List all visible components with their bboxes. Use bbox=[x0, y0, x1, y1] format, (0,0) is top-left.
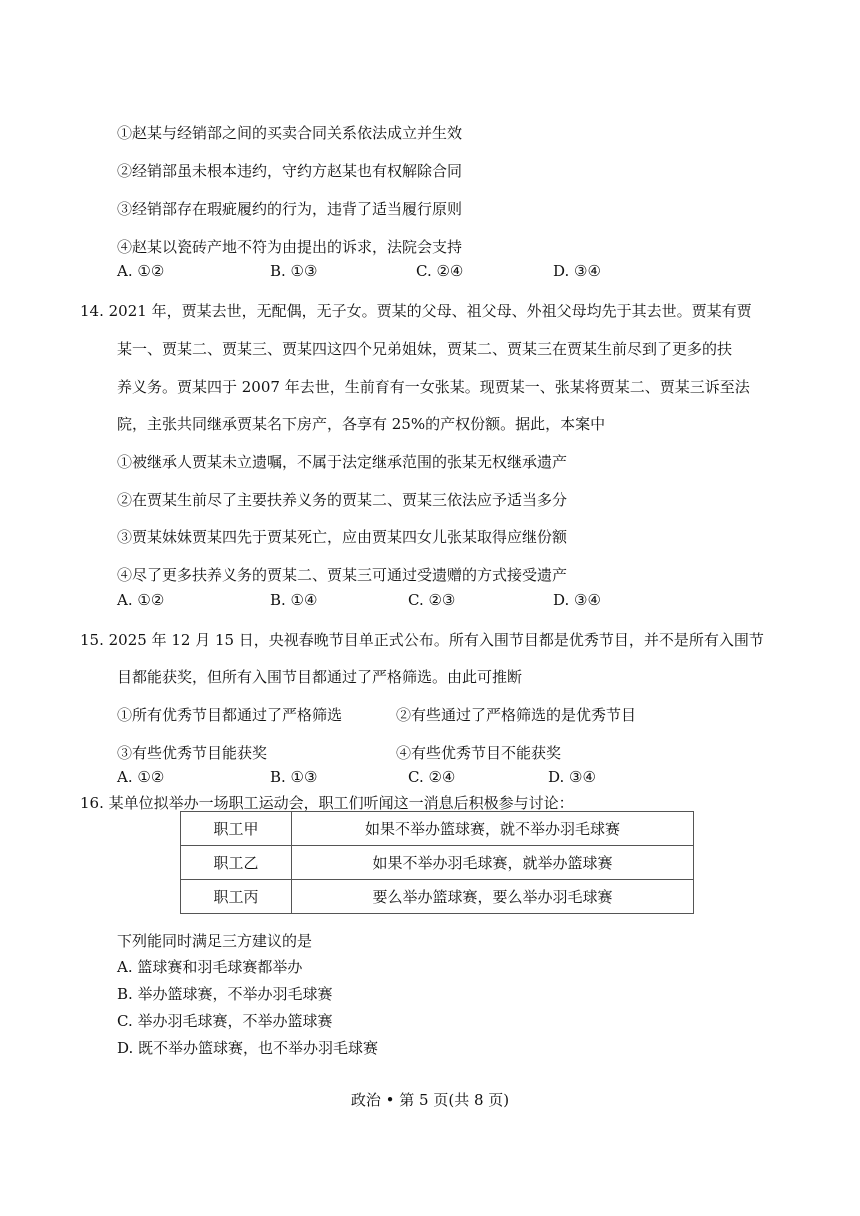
table-cell-suggestion: 要么举办篮球赛，要么举办羽毛球赛 bbox=[292, 880, 694, 914]
q14-statement-3: ③贾某妹妹贾某四先于贾某死亡，应由贾某四女儿张某取得应继份额 bbox=[117, 528, 568, 546]
q16-option-a: A. 篮球赛和羽毛球赛都举办 bbox=[117, 958, 303, 976]
q15-statement-3: ③有些优秀节目能获奖 bbox=[117, 744, 268, 762]
q16-prompt: 下列能同时满足三方建议的是 bbox=[117, 932, 313, 950]
q16-suggestion-table bbox=[180, 811, 694, 914]
table-row bbox=[181, 846, 694, 880]
q15-choices bbox=[117, 768, 677, 788]
q14-statement-4: ④尽了更多扶养义务的贾某二、贾某三可通过受遗赠的方式接受遗产 bbox=[117, 566, 568, 584]
q13-statement-3: ③经销部存在瑕疵履约的行为，违背了适当履行原则 bbox=[117, 200, 463, 218]
q13-choice-c: C. ②④ bbox=[416, 262, 464, 280]
page-footer: 政治 • 第 5 页(共 8 页) bbox=[350, 1091, 510, 1109]
q15-line-2: 目都能获奖，但所有入围节目都通过了严格筛选。由此可推断 bbox=[117, 668, 523, 686]
q15-statement-4: ④有些优秀节目不能获奖 bbox=[396, 744, 562, 762]
q13-statement-2: ②经销部虽未根本违约，守约方赵某也有权解除合同 bbox=[117, 162, 463, 180]
q14-choice-b: B. ①④ bbox=[270, 591, 318, 609]
q13-choices bbox=[117, 262, 677, 282]
q13-statement-4: ④赵某以瓷砖产地不符为由提出的诉求，法院会支持 bbox=[117, 238, 463, 256]
q14-choice-a: A. ①② bbox=[117, 591, 165, 609]
q13-choice-a: A. ①② bbox=[117, 262, 165, 280]
q13-choice-d: D. ③④ bbox=[553, 262, 601, 280]
table-cell-who: 职工甲 bbox=[181, 812, 292, 846]
table-cell-who: 职工丙 bbox=[181, 880, 292, 914]
q16-stem: 16. 某单位拟举办一场职工运动会，职工们听闻这一消息后积极参与讨论： bbox=[80, 794, 574, 812]
q13-choice-b: B. ①③ bbox=[270, 262, 318, 280]
q14-choices bbox=[117, 591, 677, 611]
table-row bbox=[181, 880, 694, 914]
table-cell-who: 职工乙 bbox=[181, 846, 292, 880]
q14-line-1: 14. 2021 年，贾某去世，无配偶，无子女。贾某的父母、祖父母、外祖父母均先于其去世。贾某有贾 bbox=[80, 302, 752, 320]
q14-line-2: 某一、贾某二、贾某三、贾某四这四个兄弟姐妹，贾某二、贾某三在贾某生前尽到了更多的扶 bbox=[117, 340, 733, 358]
table-row bbox=[181, 812, 694, 846]
q15-line-1: 15. 2025 年 12 月 15 日，央视春晚节目单正式公布。所有入围节目都是优秀节目，并不是所有入围节 bbox=[80, 631, 764, 649]
q14-statement-1: ①被继承人贾某未立遗嘱，不属于法定继承范围的张某无权继承遗产 bbox=[117, 453, 568, 471]
q15-statement-1: ①所有优秀节目都通过了严格筛选 bbox=[117, 706, 343, 724]
q14-choice-d: D. ③④ bbox=[553, 591, 601, 609]
q15-choice-c: C. ②④ bbox=[408, 768, 456, 786]
q14-statement-2: ②在贾某生前尽了主要扶养义务的贾某二、贾某三依法应予适当多分 bbox=[117, 491, 568, 509]
table-cell-suggestion: 如果不举办羽毛球赛，就举办篮球赛 bbox=[292, 846, 694, 880]
q15-statement-2: ②有些通过了严格筛选的是优秀节目 bbox=[396, 706, 637, 724]
q14-line-3: 养义务。贾某四于 2007 年去世，生前育有一女张某。现贾某一、张某将贾某二、贾某三诉至法 bbox=[117, 378, 750, 396]
q14-choice-c: C. ②③ bbox=[408, 591, 456, 609]
q15-choice-a: A. ①② bbox=[117, 768, 165, 786]
q15-choice-b: B. ①③ bbox=[270, 768, 318, 786]
table-cell-suggestion: 如果不举办篮球赛，就不举办羽毛球赛 bbox=[292, 812, 694, 846]
q14-line-4: 院，主张共同继承贾某名下房产，各享有 25%的产权份额。据此，本案中 bbox=[117, 415, 606, 433]
q15-choice-d: D. ③④ bbox=[548, 768, 596, 786]
q16-option-c: C. 举办羽毛球赛，不举办篮球赛 bbox=[117, 1012, 333, 1030]
q16-option-d: D. 既不举办篮球赛，也不举办羽毛球赛 bbox=[117, 1039, 379, 1057]
q13-statement-1: ①赵某与经销部之间的买卖合同关系依法成立并生效 bbox=[117, 124, 463, 142]
q16-option-b: B. 举办篮球赛，不举办羽毛球赛 bbox=[117, 985, 333, 1003]
